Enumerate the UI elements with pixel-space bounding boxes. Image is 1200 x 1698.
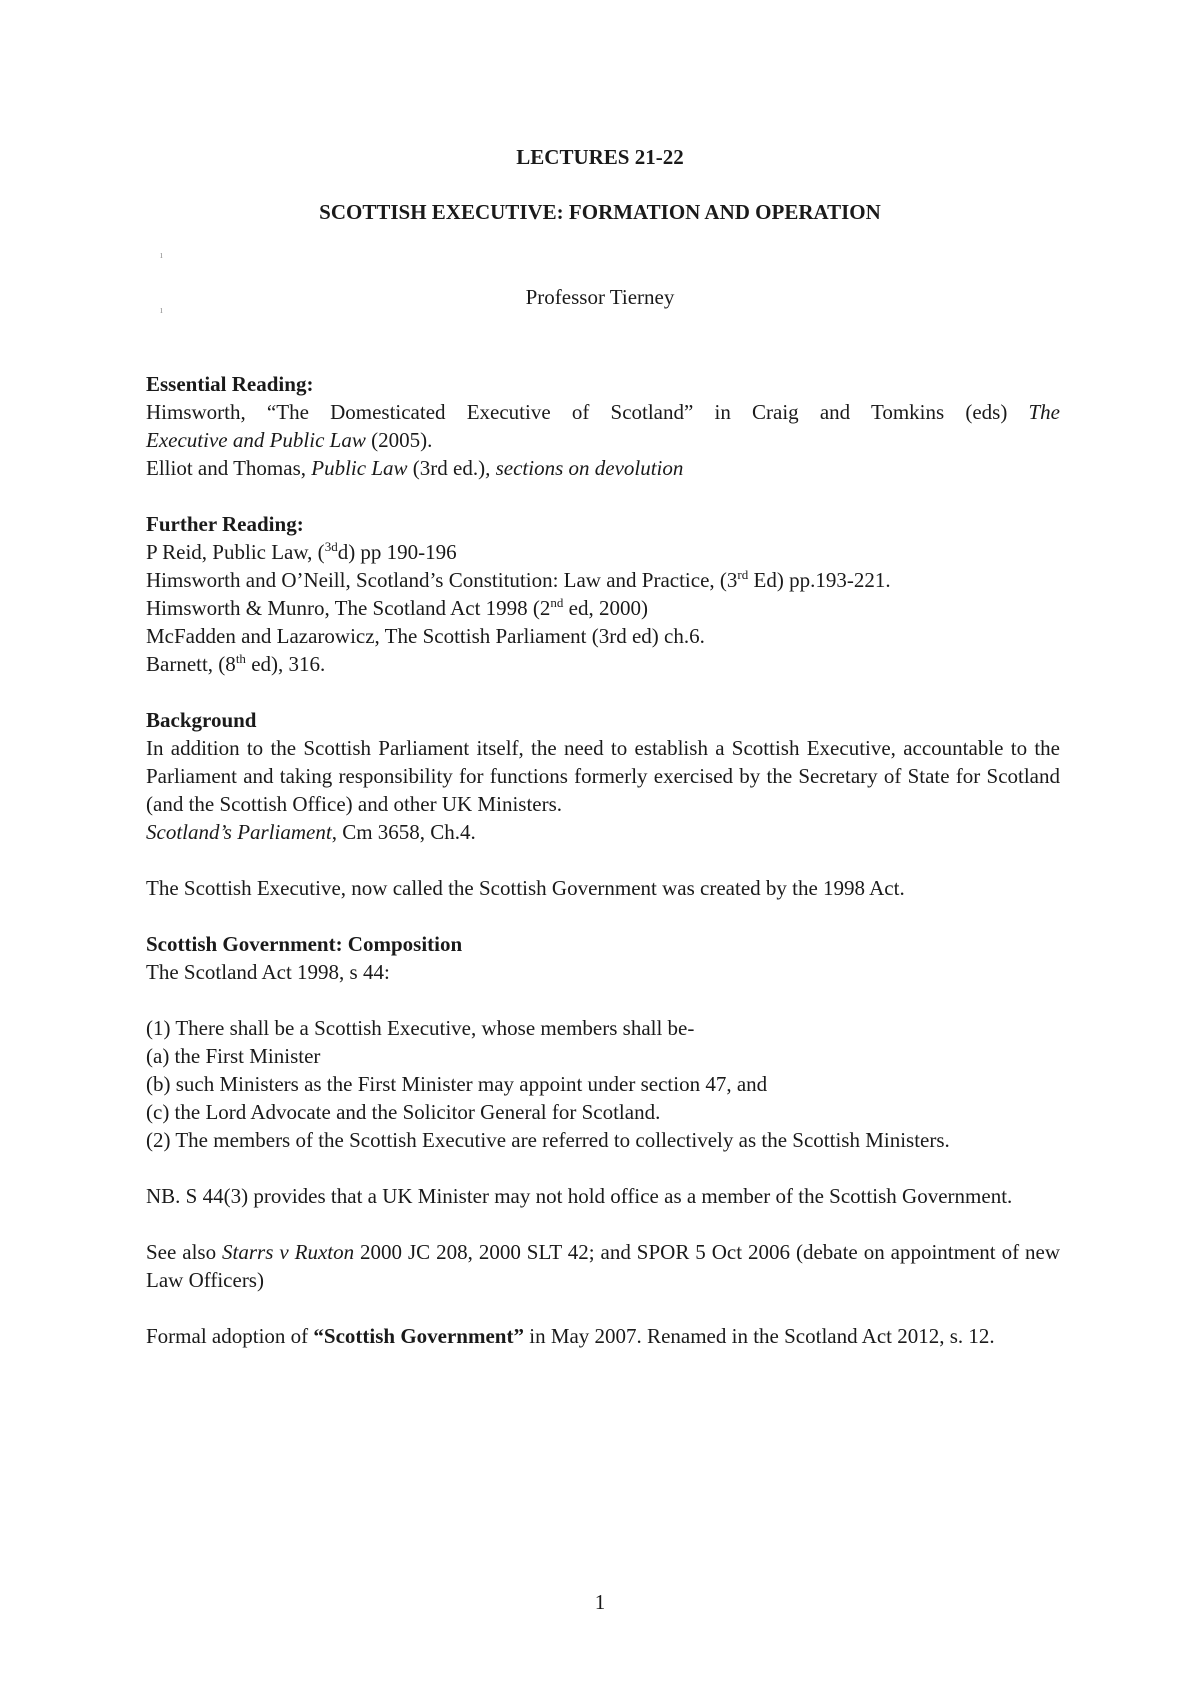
superscript: 3d: [324, 539, 338, 554]
statute-subsection-1: (1) There shall be a Scottish Executive, whose members shall be-: [146, 1016, 695, 1040]
background-paragraph-2: The Scottish Executive, now called the Scottish Government was created by the 1998 Act.: [146, 876, 905, 900]
essential-reading-text: (2005).: [365, 428, 433, 452]
essential-reading-title: The: [1028, 400, 1060, 424]
note-text: See also: [146, 1240, 223, 1264]
superscript: th: [235, 651, 246, 666]
page-number: 1: [594, 1590, 606, 1614]
essential-reading-note: , sections on devolution: [485, 456, 684, 480]
essential-reading-item-1-cont: [146, 426, 1060, 454]
background-section: [146, 706, 1060, 846]
essential-reading-section: [146, 370, 1060, 482]
essential-reading-item-2: [146, 454, 1060, 482]
author-line: Professor Tierney: [525, 285, 675, 309]
formal-adoption-note: [146, 1322, 1060, 1350]
essential-reading-title: Executive and Public Law: [146, 428, 366, 452]
reading-text: ed), 316.: [245, 652, 326, 676]
margin-mark: ı: [160, 250, 163, 261]
reference-text: , Cm 3658, Ch.4.: [331, 820, 476, 844]
note-text: in May 2007. Renamed in the Scotland Act 2012, s. 12.: [523, 1324, 995, 1348]
lecture-number-heading: LECTURES 21-22: [516, 145, 684, 169]
essential-reading-text: (3rd ed.): [407, 456, 486, 480]
background-paragraph: In addition to the Scottish Parliament itself, the need to establish a Scottish Executive, accountable to the Parliament and taking responsibility for functions formerly exercised by the Secretary of State for Scotland (and the Scottish Office) and other UK Ministers.: [146, 736, 1060, 816]
superscript: nd: [550, 595, 564, 610]
reading-text: d) pp 190-196: [337, 540, 457, 564]
further-reading-item: [146, 650, 1060, 678]
essential-reading-heading: Essential Reading:: [146, 372, 314, 396]
document-body: [146, 370, 1060, 1378]
statute-item-b: (b) such Ministers as the First Minister may appoint under section 47, and: [146, 1072, 768, 1096]
nb-note: NB. S 44(3) provides that a UK Minister may not hold office as a member of the Scottish Government.: [146, 1184, 1013, 1208]
reading-text: Ed) pp.193-221.: [748, 568, 891, 592]
essential-reading-text: Elliot and Thomas,: [146, 456, 312, 480]
further-reading-item: [146, 538, 1060, 566]
statute-item-a: (a) the First Minister: [146, 1044, 321, 1068]
composition-heading: Scottish Government: Composition: [146, 932, 463, 956]
composition-intro: The Scotland Act 1998, s 44:: [146, 960, 390, 984]
statute-subsection-2: (2) The members of the Scottish Executive are referred to collectively as the Scottish Ministers.: [146, 1128, 950, 1152]
reading-text: P Reid, Public Law, (: [146, 540, 325, 564]
essential-reading-title: Public Law: [311, 456, 408, 480]
note-text: 2000 JC 208, 2000 SLT 42; and SPOR 5 Oct 2006 (debate on appointment of new Law Officers): [146, 1240, 1060, 1292]
further-reading-section: [146, 510, 1060, 678]
see-also-note: [146, 1238, 1060, 1294]
case-name: Starrs v Ruxton: [222, 1240, 355, 1264]
margin-mark: ı: [160, 305, 163, 316]
superscript: rd: [737, 567, 749, 582]
reading-text: Himsworth and O’Neill, Scotland’s Constitution: Law and Practice, (3: [146, 568, 738, 592]
reading-text: Barnett, (8: [146, 652, 236, 676]
composition-section: [146, 930, 1060, 986]
document-title: SCOTTISH EXECUTIVE: FORMATION AND OPERATION: [319, 200, 881, 224]
background-reference: [146, 818, 1060, 846]
further-reading-item: McFadden and Lazarowicz, The Scottish Parliament (3rd ed) ch.6.: [146, 624, 705, 648]
background-heading: Background: [146, 708, 257, 732]
further-reading-item: [146, 566, 1060, 594]
emphasized-term: “Scottish Government”: [313, 1324, 524, 1348]
statute-extract: [146, 1014, 1060, 1154]
statute-item-c: (c) the Lord Advocate and the Solicitor General for Scotland.: [146, 1100, 661, 1124]
essential-reading-text: Himsworth, “The Domesticated Executive of Scotland” in Craig and Tomkins (eds): [146, 400, 1029, 424]
essential-reading-item-1: [146, 398, 1060, 426]
reference-title: Scotland’s Parliament: [146, 820, 332, 844]
note-text: Formal adoption of: [146, 1324, 314, 1348]
reading-text: ed, 2000): [563, 596, 648, 620]
reading-text: Himsworth & Munro, The Scotland Act 1998 (2: [146, 596, 551, 620]
further-reading-heading: Further Reading:: [146, 512, 304, 536]
further-reading-item: [146, 594, 1060, 622]
